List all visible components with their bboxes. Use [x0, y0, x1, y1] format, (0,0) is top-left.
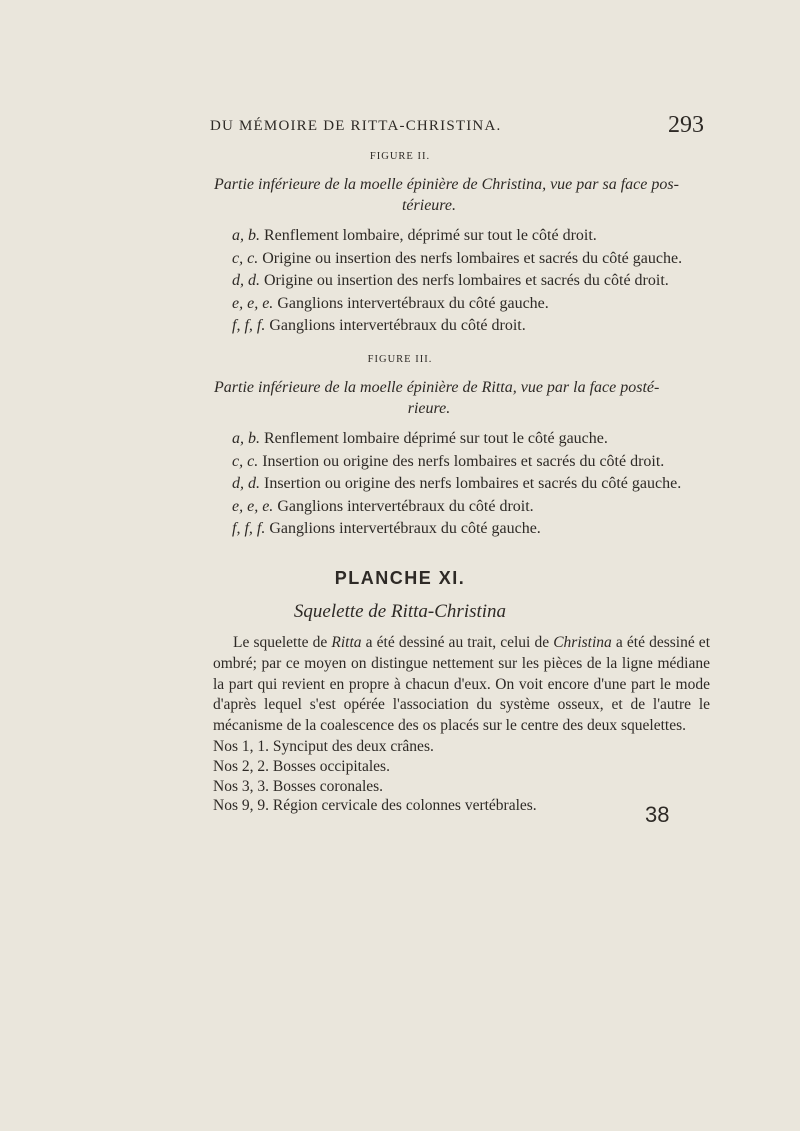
figure-2-caption-line2: térieure.	[401, 197, 457, 214]
legend-key: e, e, e.	[232, 294, 274, 312]
figure-3-caption-line2: rieure.	[407, 400, 451, 417]
legend-text: Ganglions intervertébraux du côté gauche.	[277, 294, 549, 312]
figure-3-caption	[214, 377, 684, 419]
numbered-list	[213, 737, 537, 816]
plate-description	[213, 633, 710, 737]
legend-item	[232, 473, 732, 496]
legend-item	[232, 496, 732, 519]
signature-mark: 38	[645, 802, 670, 827]
legend-text: Renflement lombaire, déprimé sur tout le côté droit.	[264, 227, 597, 244]
item-number: Nos 1, 1.	[213, 738, 269, 755]
item-text: Région cervicale des colonnes vertébrales.	[272, 797, 537, 815]
legend-item	[232, 451, 732, 474]
legend-key: a, b.	[232, 430, 260, 447]
legend-item	[232, 293, 732, 316]
legend-text: Insertion ou origine des nerfs lombaires et sacrés du côté droit.	[262, 452, 665, 470]
figure-2-title: FIGURE II.	[369, 151, 431, 162]
paragraph	[213, 633, 710, 737]
legend-key: e, e, e.	[232, 497, 274, 515]
text-run: a été dessiné au trait, celui de	[361, 634, 554, 651]
item-number: Nos 2, 2.	[213, 757, 269, 775]
list-item	[213, 796, 537, 816]
running-header: DU MÉMOIRE DE RITTA-CHRISTINA.	[210, 118, 502, 134]
legend-item	[232, 225, 732, 248]
figure-3-title: FIGURE III.	[367, 354, 433, 365]
legend-text: Insertion ou origine des nerfs lombaires et sacrés du côté gauche.	[264, 475, 682, 492]
legend-key: d, d.	[232, 475, 260, 492]
item-number: Nos 9, 9.	[213, 797, 269, 815]
item-text: Synciput des deux crânes.	[272, 738, 434, 755]
legend-item	[232, 248, 732, 271]
plate-title: PLANCHE XI.	[334, 568, 466, 588]
legend-key: c, c.	[232, 249, 259, 267]
legend-text: Ganglions intervertébraux du côté droit.	[269, 317, 526, 334]
list-item	[213, 757, 537, 777]
legend-key: d, d.	[232, 272, 260, 289]
legend-key: c, c.	[232, 452, 259, 470]
item-text: Bosses occipitales.	[272, 757, 390, 775]
figure-2-caption	[214, 174, 684, 216]
legend-key: f, f, f.	[232, 520, 266, 537]
figure-2-caption-line1: Partie inférieure de la moelle épinière de Christina, vue par sa face pos-	[214, 176, 679, 193]
figure-2-legend	[232, 225, 732, 338]
plate-subtitle: Squelette de Ritta-Christina	[293, 601, 507, 622]
name-christina: Christina	[553, 634, 612, 651]
list-item	[213, 737, 537, 757]
legend-text: Origine ou insertion des nerfs lombaires et sacrés du côté gauche.	[262, 249, 683, 267]
legend-text: Origine ou insertion des nerfs lombaires et sacrés du côté droit.	[264, 272, 669, 289]
legend-item	[232, 518, 732, 541]
legend-key: f, f, f.	[232, 317, 266, 334]
page-number: 293	[668, 112, 704, 138]
list-item	[213, 777, 537, 797]
name-ritta: Ritta	[331, 634, 362, 651]
legend-text: Renflement lombaire déprimé sur tout le côté gauche.	[264, 430, 608, 447]
figure-3-caption-line1: Partie inférieure de la moelle épinière de Ritta, vue par la face posté-	[214, 379, 660, 396]
item-number: Nos 3, 3.	[213, 777, 269, 795]
legend-item	[232, 428, 732, 451]
legend-text: Ganglions intervertébraux du côté droit.	[277, 497, 534, 515]
legend-text: Ganglions intervertébraux du côté gauche.	[269, 520, 541, 537]
legend-item	[232, 315, 732, 338]
legend-item	[232, 270, 732, 293]
text-run: Le squelette de	[233, 634, 332, 651]
legend-key: a, b.	[232, 227, 260, 244]
text-run: a été dessiné et ombré; par ce moyen on distingue nettement sur les pièces de la ligne médiane la part qui revient en propre à chacun d'eux. On voit encore d'une part le mode d'après lequel s'est opérée l'association du système osseux, et de l'autre le mécanisme de la coalescence des os placés sur le centre des deux squelettes.	[213, 634, 710, 735]
figure-3-legend	[232, 428, 732, 541]
item-text: Bosses coronales.	[272, 777, 384, 795]
